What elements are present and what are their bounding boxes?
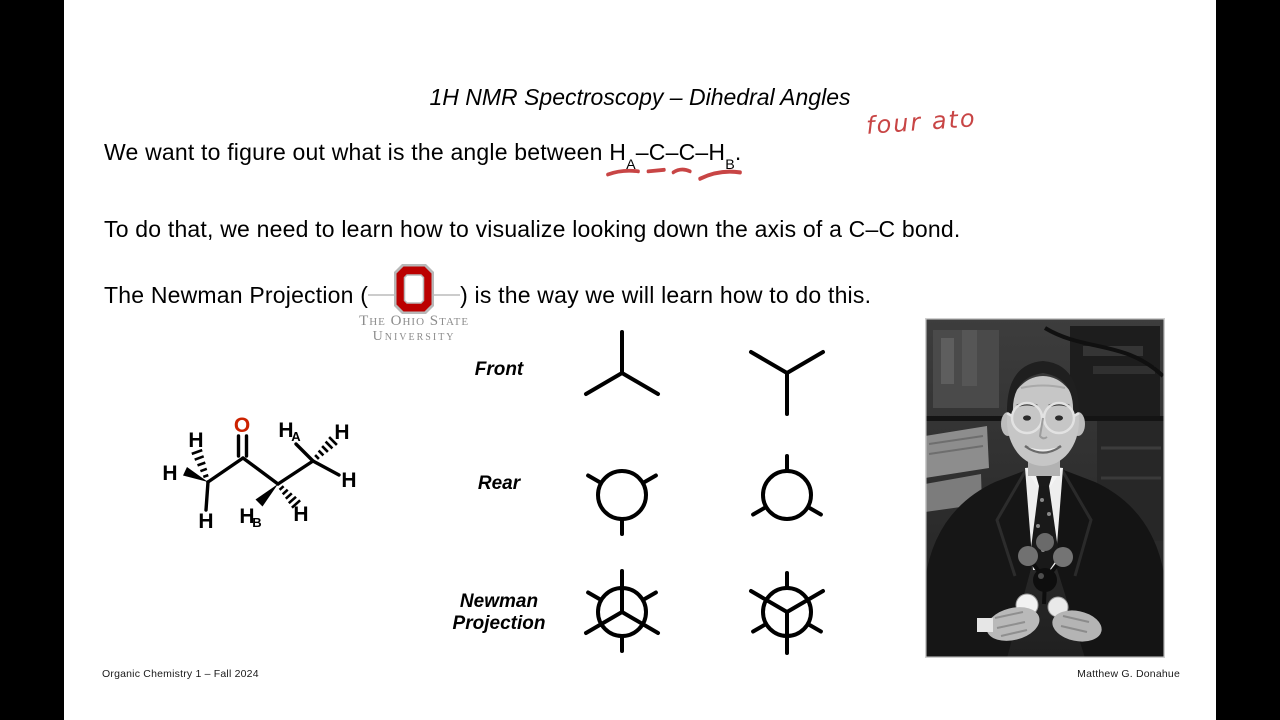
h-label-left: H	[162, 462, 178, 485]
newman-projection-right-icon	[742, 567, 832, 657]
formula-mid: –C–C–H	[635, 139, 726, 165]
h-b-label: H	[239, 505, 255, 528]
oxygen-label: O	[233, 414, 251, 437]
h-label-bottom-mid: H	[293, 503, 309, 526]
front-view-left-icon	[577, 328, 667, 418]
paragraph-newman-suffix: ) is the way we will learn how to do this.	[460, 282, 872, 308]
h-label-right: H	[341, 469, 357, 492]
h-b-subscript: B	[252, 515, 262, 530]
front-row-label: Front	[474, 359, 524, 380]
paragraph-question-text: We want to figure out what is the angle between	[104, 139, 610, 165]
butanone-structure	[140, 390, 400, 550]
slide-canvas	[64, 0, 1216, 720]
osu-logo	[359, 301, 470, 344]
osu-logo-rule-right	[433, 294, 460, 296]
h-label-top-left: H	[188, 429, 204, 452]
slide-title: 1H NMR Spectroscopy – Dihedral Angles	[429, 84, 851, 110]
paragraph-newman	[104, 282, 872, 344]
h-label-bottom-left: H	[198, 510, 214, 533]
paragraph-method: To do that, we need to learn how to visualize looking down the axis of a C–C bond.	[104, 216, 961, 242]
paragraph-newman-prefix: The Newman Projection (	[104, 282, 369, 308]
footer-author: Matthew G. Donahue	[1077, 668, 1180, 680]
osu-wordmark	[339, 314, 489, 344]
rear-row-label: Rear	[477, 473, 521, 494]
newman-row-label	[424, 591, 574, 635]
rear-view-right-icon	[742, 450, 832, 540]
red-underline-annotation	[606, 165, 744, 182]
osu-logo-rule-left	[368, 294, 395, 296]
newman-row-label-line2: Projection	[452, 613, 546, 634]
h-label-top-right: H	[334, 421, 350, 444]
front-view-right-icon	[742, 328, 832, 418]
handwritten-annotation: four ato	[865, 104, 978, 140]
osu-wordmark-line1: The Ohio State	[359, 313, 470, 329]
formula-period: .	[734, 139, 742, 165]
wedge-bond-hb	[256, 484, 279, 507]
letterbox-right	[1216, 0, 1280, 720]
newman-portrait-photo	[925, 318, 1165, 658]
rear-view-left-icon	[577, 450, 667, 540]
newman-projection-left-icon	[577, 567, 667, 657]
formula-sub-b: B	[725, 156, 735, 173]
h-a-subscript: A	[291, 429, 301, 444]
formula-h1: H	[609, 139, 627, 165]
newman-row-label-line1: Newman	[459, 591, 539, 612]
paragraph-question	[104, 139, 742, 173]
formula-ha-cc-hb	[609, 139, 742, 173]
letterbox-left	[0, 0, 64, 720]
footer-course: Organic Chemistry 1 – Fall 2024	[102, 668, 259, 680]
h-a-label: H	[278, 419, 294, 442]
osu-block-o-icon	[394, 264, 434, 314]
formula-sub-a: A	[626, 156, 636, 173]
osu-wordmark-line2: University	[372, 329, 456, 344]
